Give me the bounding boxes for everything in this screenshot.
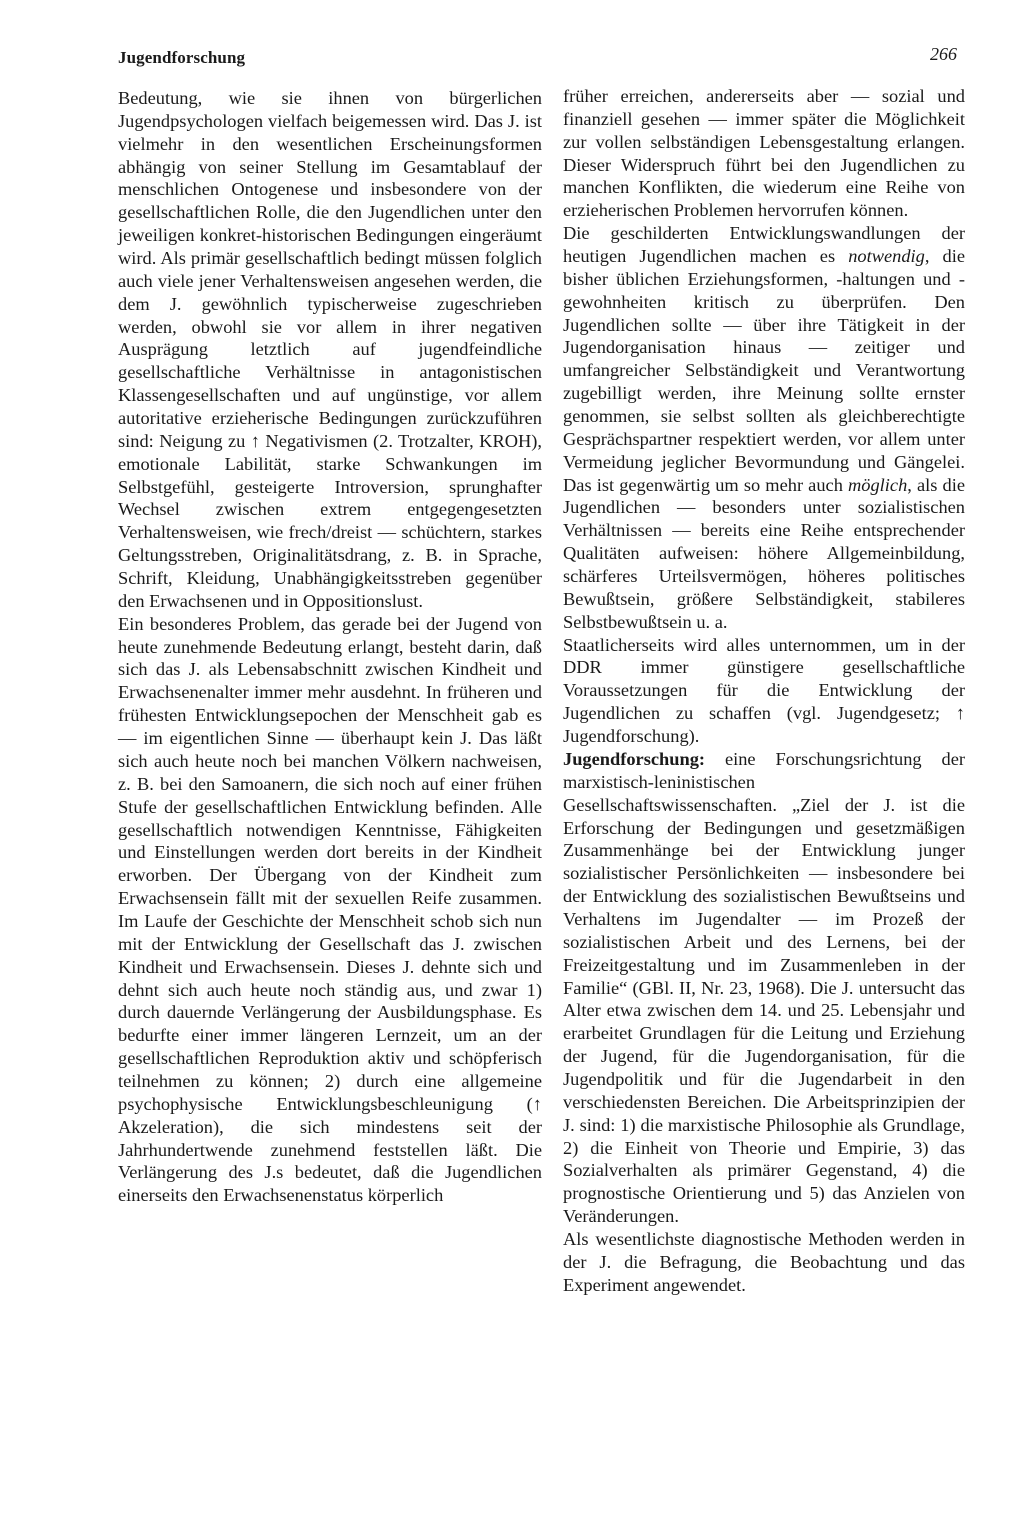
left-column [118,87,542,1207]
emphasized-word: notwendig [848,246,925,267]
page-number: 266 [930,44,957,64]
paragraph: früher erreichen, andererseits aber — sozial und finanziell gesehen — immer später die Möglichkeit zur vollen selbständigen Lebensgestaltung erlangen. Dieser Widerspruch führt bei den Jugendlichen zu manchen Konflikten, die wiederum eine Reihe von erzieherischen Problemen hervorrufen können. [563,86,965,221]
paragraph: Als wesentlichste diagnostische Methoden werden in der J. die Befragung, die Beobachtung und das Experiment angewendet. [563,1228,965,1295]
text-run: , die bisher üblichen Erziehungsformen, -haltungen und -gewohnheiten kritisch zu überprüfen. Den Jugendlichen sollte — über ihre Tätigkeit in der Jugendorganisation hinaus — zeitiger und umfangreicher Selbständigkeit und Verantwortung zugebilligt werden, ihre Meinung sollte ernster genommen, sie selbst sollten als gleichberechtigte Gesprächspartner respektiert werden, vor allem unter Vermeidung jeglicher Bevormundung und Gängelei. Das ist gegenwärtig um so mehr auch [563,246,965,495]
emphasized-word: möglich [848,474,908,495]
paragraph: Bedeutung, wie sie ihnen von bürgerlichen Jugendpsychologen vielfach beigemessen wird. Das J. ist vielmehr in den wesentlichen Erscheinungsformen abhängig von seiner Stellung im Gesamtablauf der menschlichen Ontogenese und insbesondere von der gesellschaftlichen Rolle, die den Jugendlichen unter den jeweiligen konkret-historischen Bedingungen eingeräumt wird. Als primär gesellschaftlich bedingt müssen folglich auch viele jener Verhaltensweisen angesehen werden, die dem J. gewöhnlich typischerweise zugeschrieben werden, obwohl sie vor allem in ihrer negativen Ausprägung letztlich auf jugendfeindliche gesellschaftliche Verhältnisse in antagonistischen Klassengesellschaften und auf ungünstige, vor allem autoritative erzieherische Bedingungen zurückzuführen sind: Neigung zu ↑ Negativismen (2. Trotzalter, KROH), emotionale Labilität, starke Schwankungen im Selbstgefühl, gesteigerte Introversion, sprunghafter Wechsel zwischen extrem entgegengesetzten Verhaltensweisen, wie frech/dreist — schüchtern, starkes Geltungsstreben, Originalitätsdrang, z. B. in Sprache, Schrift, Kleidung, Unabhängigkeitsstreben gegenüber den Erwachsenen und in Oppositionslust. [118,88,542,611]
text-run: Die geschilderten Entwicklungswandlungen der heutigen Jugendlichen machen es [563,223,965,267]
running-header-title: Jugendforschung [118,48,246,67]
paragraph: Ein besonderes Problem, das gerade bei der Jugend von heute zunehmende Bedeutung erlangt, besteht darin, daß sich das J. als Lebensabschnitt zwischen Kindheit und Erwachsenenalter immer mehr ausdehnt. In früheren und frühesten Entwicklungsepochen der Menschheit gab es — im eigentlichen Sinne — überhaupt kein J. Das läßt sich auch heute noch bei manchen Völkern nachweisen, z. B. bei den Samoanern, die sich noch auf einer frühen Stufe der gesellschaftlichen Entwicklung befinden. Alle gesellschaftlich notwendigen Kenntnisse, Fähigkeiten und Einstellungen werden dort bereits in der Kindheit erworben. Der Übergang von der Kindheit zum Erwachsensein fällt mit der sexuellen Reife zusammen. Im Laufe der Geschichte der Menschheit schob sich nun mit der Entwicklung der Gesellschaft das J. zwischen Kindheit und Erwachsensein. Dieses J. dehnte sich und dehnt sich auch heute noch ständig aus, und zwar 1) durch dauernde Verlängerung der Ausbildungsphase. Es bedurfte einer immer längeren Lernzeit, um an der gesellschaftlichen Reproduktion aktiv und schöpferisch teilnehmen zu können; 2) durch eine allgemeine psychophysische Entwicklungsbeschleunigung (↑ Akzeleration), die sich mindestens seit der Jahrhundertwende zunehmend feststellen läßt. Die Verlängerung des J.s bedeutet, daß die Jugendlichen einerseits den Erwachsenenstatus körperlich [118,613,542,1206]
entry [563,748,965,1228]
entry-term: Jugendforschung: [563,748,706,769]
text-run: , als die Jugendlichen — besonders unter sozialistischen Verhältnissen — bereits eine Reihe entsprechender Qualitäten aufweisen: höhere Allgemeinbildung, schärferes Urteilsvermögen, höheres politisches Bewußtsein, größere Selbständigkeit, stabileres Selbstbewußtsein u. a. [563,474,965,632]
paragraph [563,222,965,633]
entry-definition: eine Forschungsrichtung der marxistisch-leninistischen Gesellschaftswissenschaften. „Ziel der J. ist die Erforschung der Bedingungen und gesetzmäßigen Zusammenhänge bei der Entwicklung junger sozialistischer Persönlichkeiten — insbesondere bei der Entwicklung des sozialistischen Bewußtseins und Verhaltens im Jugendalter — im Prozeß der sozialistischen Arbeit und des Lernens, bei der Freizeitgestaltung und im Zusammenleben in der Familie“ (GBl. II, Nr. 23, 1968). Die J. untersucht das Alter etwa zwischen dem 14. und 25. Lebensjahr und erarbeitet Grundlagen für die Leitung und Erziehung der Jugend, für die Jugendorganisation, für die Jugendpolitik und für die Jugendarbeit in den verschiedensten Bereichen. Die Arbeitsprinzipien der J. sind: 1) die marxistische Philosophie als Grundlage, 2) die Einheit von Theorie und Empirie, 3) das Sozialverhalten als primärer Gegenstand, 4) die prognostische Orientierung und 5) das Anzielen von Veränderungen. [563,748,965,1227]
paragraph: Staatlicherseits wird alles unternommen, um in der DDR immer günstigere gesellschaftliche Voraussetzungen für die Entwicklung der Jugendlichen zu schaffen (vgl. Jugendgesetz; ↑ Jugendforschung). [563,634,965,747]
right-column [563,85,965,1297]
